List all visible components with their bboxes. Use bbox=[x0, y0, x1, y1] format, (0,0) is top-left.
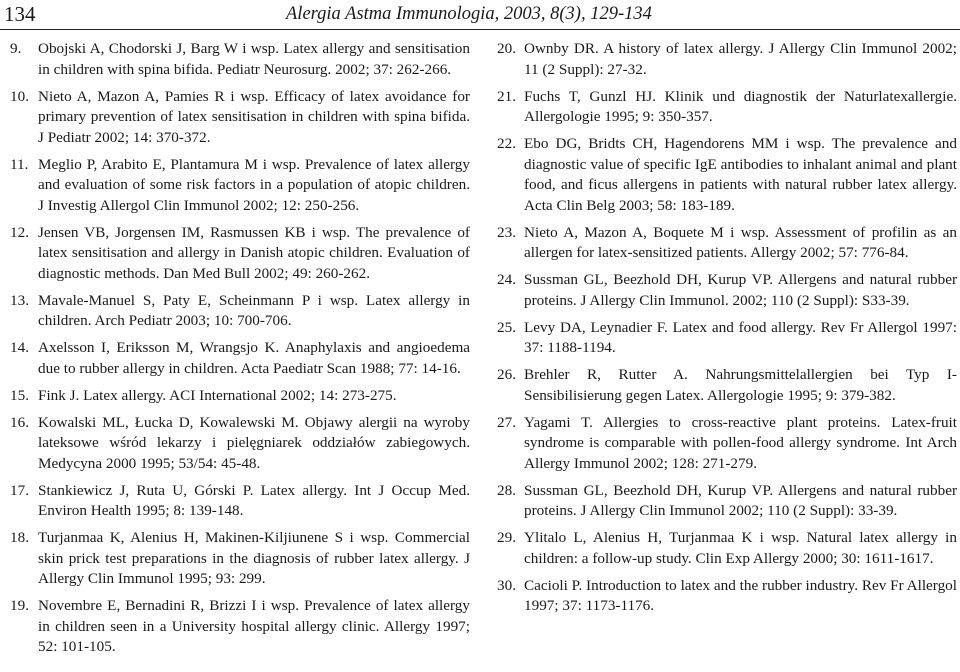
reference-text: Stankiewicz J, Ruta U, Górski P. Latex allergy. Int J Occup Med. Environ Health 1995; 8: 139-148. bbox=[38, 481, 470, 519]
reference-item bbox=[497, 576, 957, 617]
reference-text: Obojski A, Chodorski J, Barg W i wsp. Latex allergy and sensitisation in children with spina bifida. Pediatr Neurosurg. 2002; 37: 262-266. bbox=[38, 40, 470, 78]
reference-text: Nieto A, Mazon A, Pamies R i wsp. Efficacy of latex avoidance for primary prevention of latex sensitisation in children with spina bifida. J Pediatr 2002; 14: 370-372. bbox=[38, 87, 470, 146]
reference-number: 26. bbox=[497, 366, 516, 383]
reference-number: 22. bbox=[497, 135, 516, 152]
reference-number: 15. bbox=[10, 386, 29, 404]
reference-number: 11. bbox=[10, 155, 29, 173]
reference-item bbox=[10, 39, 470, 80]
reference-text: Sussman GL, Beezhold DH, Kurup VP. Allergens and natural rubber proteins. J Allergy Clin Immunol 2002; 110 (2 Suppl): 33-39. bbox=[524, 481, 957, 519]
reference-text: Axelsson I, Eriksson M, Wrangsjo K. Anaphylaxis and angioedema due to rubber allergy in children. Acta Paediatr Scan 1988; 77: 14-16. bbox=[38, 339, 470, 377]
reference-text: Cacioli P. Introduction to latex and the rubber industry. Rev Fr Allergol 1997; 37: 1173-1176. bbox=[524, 576, 957, 614]
reference-number: 19. bbox=[10, 597, 29, 614]
reference-item bbox=[497, 223, 957, 264]
reference-text: Ownby DR. A history of latex allergy. J Allergy Clin Immunol 2002; 11 (2 Suppl): 27-32. bbox=[524, 40, 957, 78]
reference-text: Jensen VB, Jorgensen IM, Rasmussen KB i wsp. The prevalence of latex sensitisation and allergy in Danish atopic children. Evaluation of diagnostic methods. Dan Med Bull 2002; 49: 260-262. bbox=[38, 223, 470, 282]
reference-text: Meglio P, Arabito E, Plantamura M i wsp. Prevalence of latex allergy and evaluation of some risk factors in a population of atopic children. J Investig Allergol Clin Immunol 2002; 12: 250-256. bbox=[38, 155, 470, 214]
reference-number: 13. bbox=[10, 291, 29, 309]
reference-number: 10. bbox=[10, 87, 29, 105]
reference-number: 27. bbox=[497, 413, 516, 431]
reference-number: 21. bbox=[497, 87, 516, 105]
reference-number: 14. bbox=[10, 339, 29, 356]
reference-item bbox=[10, 338, 470, 379]
reference-number: 16. bbox=[10, 413, 29, 431]
reference-item bbox=[10, 223, 470, 285]
reference-text: Yagami T. Allergies to cross-reactive plant proteins. Latex-fruit syndrome is comparable with pollen-food allergy syndrome. Int Arch Allergy Immunol 2002; 128: 271-279. bbox=[524, 413, 957, 472]
reference-number: 12. bbox=[10, 223, 29, 241]
reference-number: 24. bbox=[497, 271, 516, 288]
reference-text: Nieto A, Mazon A, Boquete M i wsp. Assessment of profilin as an allergen for latex-sensitized patients. Allergy 2002; 57: 776-84. bbox=[524, 223, 957, 261]
reference-text: Sussman GL, Beezhold DH, Kurup VP. Allergens and natural rubber proteins. J Allergy Clin Immunol. 2002; 110 (2 Suppl): S33-39. bbox=[524, 271, 957, 309]
reference-number: 17. bbox=[10, 481, 29, 499]
reference-item bbox=[10, 596, 470, 658]
reference-text: Fuchs T, Gunzl HJ. Klinik und diagnostik der Naturlatexallergie. Allergologie 1995; 9: 350-357. bbox=[524, 87, 957, 125]
references-column-left bbox=[10, 39, 470, 664]
reference-text: Ylitalo L, Alenius H, Turjanmaa K i wsp. Natural latex allergy in children: a follow-up study. Clin Exp Allergy 2000; 30: 1611-1617. bbox=[524, 529, 957, 567]
reference-item bbox=[497, 481, 957, 522]
reference-number: 9. bbox=[10, 40, 22, 57]
reference-number: 25. bbox=[497, 318, 516, 336]
reference-text: Ebo DG, Bridts CH, Hagendorens MM i wsp. The prevalence and diagnostic value of specific IgE antibodies to inhalant animal and plant food, and ficus allergens in patients with natural rubber latex allergy. Acta Clin Belg 2003; 58: 183-189. bbox=[524, 135, 957, 214]
reference-number: 18. bbox=[10, 529, 29, 546]
reference-text: Brehler R, Rutter A. Nahrungsmittelallergien bei Typ I-Sensibilisierung gegen Latex. Allergologie 1995; 9: 379-382. bbox=[524, 366, 957, 404]
page-header bbox=[0, 0, 960, 30]
reference-item bbox=[10, 291, 470, 332]
reference-item bbox=[497, 39, 957, 80]
reference-text: Novembre E, Bernadini R, Brizzi I i wsp. Prevalence of latex allergy in children seen in a University hospital allergy clinic. Allergy 1997; 52: 101-105. bbox=[38, 597, 470, 655]
reference-item bbox=[10, 413, 470, 475]
reference-text: Mavale-Manuel S, Paty E, Scheinmann P i wsp. Latex allergy in children. Arch Pediatr 2003; 10: 700-706. bbox=[38, 291, 470, 329]
reference-item bbox=[10, 481, 470, 522]
reference-item bbox=[10, 155, 470, 217]
reference-text: Levy DA, Leynadier F. Latex and food allergy. Rev Fr Allergol 1997: 37: 1188-1194. bbox=[524, 318, 957, 356]
reference-item bbox=[497, 87, 957, 128]
reference-item bbox=[10, 87, 470, 149]
reference-item bbox=[497, 134, 957, 216]
page-number: 134 bbox=[4, 2, 36, 26]
reference-item bbox=[497, 365, 957, 406]
reference-number: 29. bbox=[497, 529, 516, 546]
reference-text: Turjanmaa K, Alenius H, Makinen-Kiljiunene S i wsp. Commercial skin prick test preparations in the diagnosis of rubber latex allergy. J Allergy Clin Immunol 1995; 93: 299. bbox=[38, 529, 470, 587]
reference-text: Fink J. Latex allergy. ACI International 2002; 14: 273-275. bbox=[38, 386, 397, 404]
reference-number: 28. bbox=[497, 481, 516, 499]
reference-text: Kowalski ML, Łucka D, Kowalewski M. Objawy alergii na wyroby lateksowe wśród lekarzy i pielęgniarek oddziałów zabiegowych. Medycyna 2000 1995; 53/54: 45-48. bbox=[38, 413, 470, 472]
reference-number: 23. bbox=[497, 223, 516, 241]
reference-item bbox=[497, 528, 957, 569]
reference-item bbox=[10, 386, 470, 407]
reference-item bbox=[497, 270, 957, 311]
references-column-right bbox=[497, 39, 957, 623]
reference-number: 30. bbox=[497, 576, 516, 594]
reference-item bbox=[497, 413, 957, 475]
reference-item bbox=[497, 318, 957, 359]
reference-item bbox=[10, 528, 470, 590]
header-rule bbox=[0, 29, 960, 30]
journal-citation: Alergia Astma Immunologia, 2003, 8(3), 129-134 bbox=[286, 4, 652, 24]
reference-number: 20. bbox=[497, 40, 516, 57]
